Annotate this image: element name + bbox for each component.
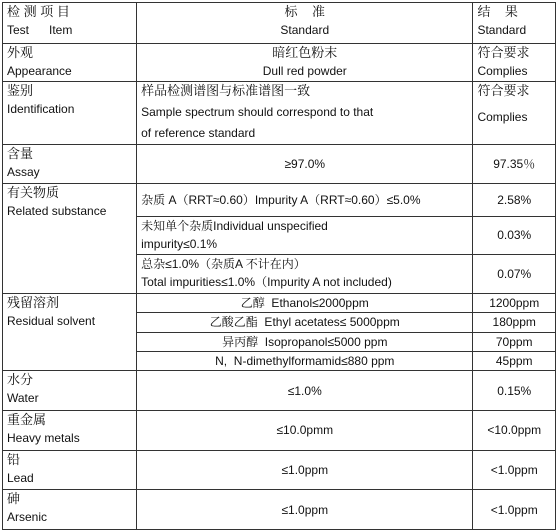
standard-en-line2: of reference standard: [141, 126, 256, 141]
result-cell: 97.35％: [473, 145, 556, 184]
test-cell: [3, 145, 137, 184]
test-cell: [3, 490, 137, 530]
test-zh: 重金属: [7, 411, 47, 427]
header-standard-cell: [137, 3, 473, 44]
result-cell: 70ppm: [473, 332, 556, 351]
header-test-cell: [3, 3, 137, 44]
result-en: Complies: [477, 63, 528, 78]
header-result-en: Standard: [477, 23, 527, 37]
test-cell: [3, 82, 137, 145]
standard-cell: [137, 82, 473, 145]
result-cell: 0.03%: [473, 216, 556, 255]
result-cell: <1.0ppm: [473, 490, 556, 530]
result-cell: 0.15%: [473, 371, 556, 411]
header-standard-en: Standard: [280, 23, 330, 37]
standard-line1: 未知单个杂质Individual unspecified: [141, 218, 328, 233]
spec-table: [2, 2, 556, 530]
header-test-en: Test Item: [7, 23, 73, 37]
test-zh: 水分: [7, 372, 34, 388]
result-cell: 0.07%: [473, 255, 556, 294]
result-cell: [473, 82, 556, 145]
result-zh: 符合要求: [477, 83, 530, 99]
header-result-zh: 结 果: [477, 4, 518, 19]
row-solvent-ethanol: [3, 293, 556, 312]
header-standard-zh: 标 准: [284, 4, 325, 19]
test-zh: 铅: [7, 451, 21, 467]
result-cell: [473, 43, 556, 82]
result-en: Complies: [477, 110, 528, 125]
result-cell: 1200ppm: [473, 293, 556, 312]
header-row: [3, 3, 556, 44]
test-zh: 砷: [7, 491, 21, 507]
test-en: Lead: [7, 470, 34, 485]
standard-zh: 暗红色粉末: [272, 44, 338, 60]
row-water: [3, 371, 556, 411]
header-result-cell: [473, 3, 556, 44]
test-en: Related substance: [7, 204, 107, 219]
standard-line1: 总杂≤1.0%（杂质A 不计在内）: [141, 257, 306, 272]
test-zh: 鉴别: [7, 83, 34, 99]
result-cell: 2.58%: [473, 184, 556, 217]
row-identification: [3, 82, 556, 145]
standard-cell: 乙醇 Ethanol≤2000ppm: [137, 293, 473, 312]
standard-cell: [137, 255, 473, 294]
standard-cell: ≤1.0%: [137, 371, 473, 411]
result-cell: 45ppm: [473, 351, 556, 370]
standard-cell: ≥97.0%: [137, 145, 473, 184]
row-heavy-metals: [3, 410, 556, 450]
standard-line2: impurity≤0.1%: [141, 236, 218, 251]
test-cell: [3, 410, 137, 450]
row-related-substance-a: [3, 184, 556, 217]
header-test-zh: 检 测 项 目: [7, 4, 70, 19]
standard-line2: Total impurities≤1.0%（Impurity A not included): [141, 275, 392, 290]
test-en: Residual solvent: [7, 313, 96, 328]
result-cell: 180ppm: [473, 313, 556, 332]
test-cell: [3, 371, 137, 411]
row-lead: [3, 450, 556, 490]
test-en: Heavy metals: [7, 430, 80, 445]
result-cell: <10.0ppm: [473, 410, 556, 450]
test-cell: [3, 184, 137, 294]
test-en: Water: [7, 391, 39, 406]
test-en: Assay: [7, 165, 40, 180]
standard-cell: [137, 43, 473, 82]
standard-cell: N, N-dimethylformamid≤880 ppm: [137, 351, 473, 370]
standard-cell: 杂质 A（RRT≈0.60）Impurity A（RRT≈0.60）≤5.0%: [137, 184, 473, 217]
standard-cell: 异丙醇 Isopropanol≤5000 ppm: [137, 332, 473, 351]
row-appearance: [3, 43, 556, 82]
test-zh: 外观: [7, 44, 34, 60]
test-en: Arsenic: [7, 510, 48, 525]
standard-cell: ≤1.0ppm: [137, 490, 473, 530]
test-cell: [3, 43, 137, 82]
result-zh: 符合要求: [477, 44, 530, 60]
row-assay: [3, 145, 556, 184]
row-arsenic: [3, 490, 556, 530]
standard-cell: [137, 216, 473, 255]
test-cell: [3, 450, 137, 490]
test-en: Identification: [7, 102, 75, 117]
standard-en-line1: Sample spectrum should correspond to that: [141, 105, 374, 120]
test-en: Appearance: [7, 63, 72, 78]
standard-zh: 样品检测谱图与标准谱图一致: [141, 83, 311, 99]
test-zh: 有关物质: [7, 185, 60, 201]
result-cell: <1.0ppm: [473, 450, 556, 490]
standard-cell: ≤10.0pmm: [137, 410, 473, 450]
test-zh: 残留溶剂: [7, 294, 60, 310]
standard-cell: 乙酸乙酯 Ethyl acetates≤ 5000ppm: [137, 313, 473, 332]
standard-en: Dull red powder: [262, 63, 347, 78]
test-cell: [3, 293, 137, 370]
test-zh: 含量: [7, 146, 34, 162]
standard-cell: ≤1.0ppm: [137, 450, 473, 490]
